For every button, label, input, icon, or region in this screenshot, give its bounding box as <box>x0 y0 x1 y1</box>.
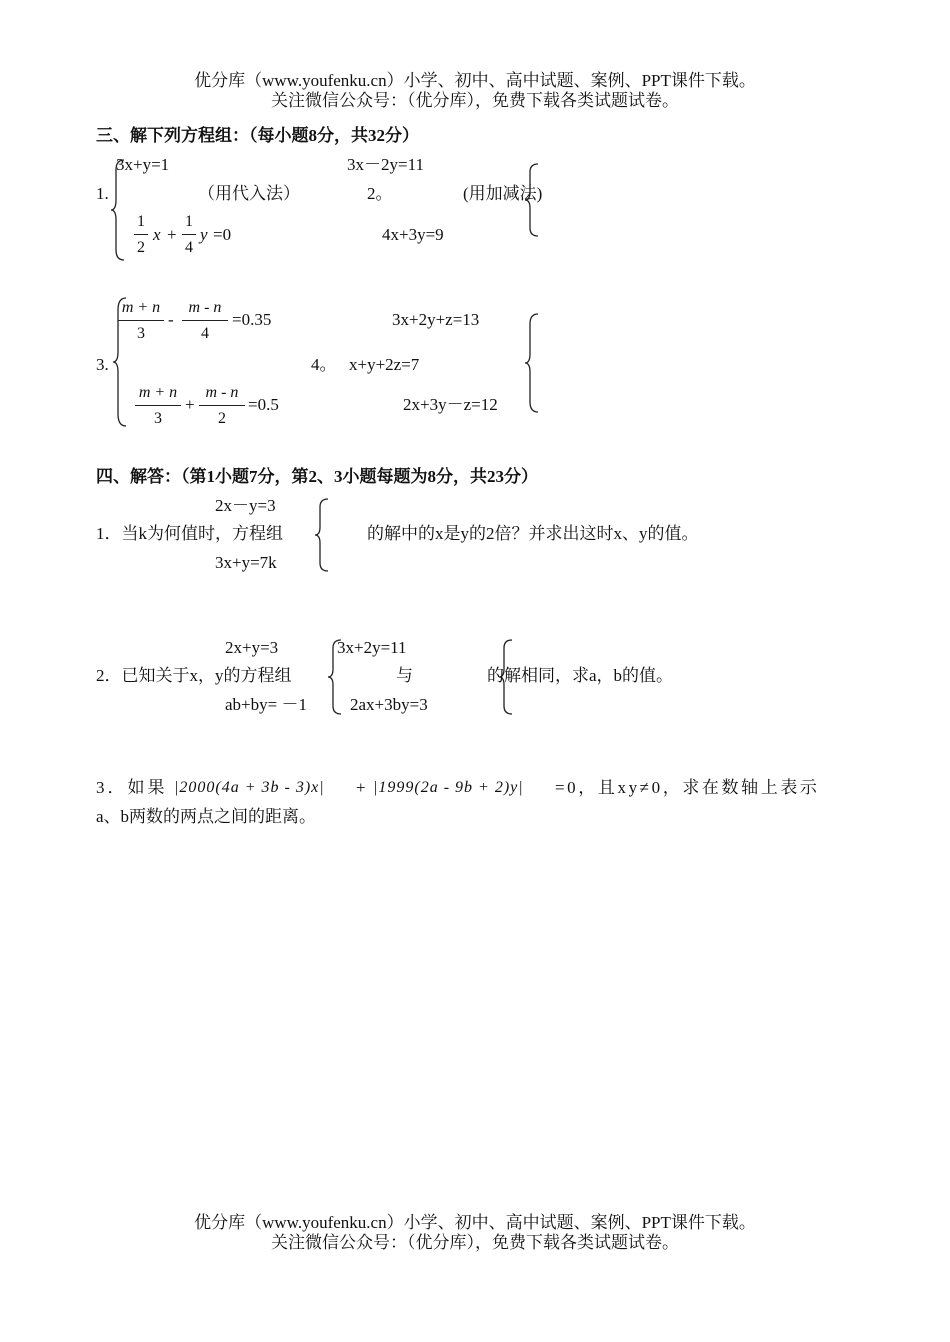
p4-eq2: x+y+2z=7 <box>349 355 420 374</box>
q1-text-after: 的解中的x是y的2倍？并求出这时x、y的值。 <box>367 524 699 543</box>
q1-text-before: 1．当k为何值时，方程组 <box>96 524 283 543</box>
q2-text-before: 2．已知关于x，y的方程组 <box>96 666 292 685</box>
p3-minus-op: - <box>168 310 174 329</box>
p2-eq2: 4x+3y=9 <box>382 225 444 244</box>
p3-frac-2: m - n 4 <box>182 300 228 342</box>
p4-number: 4。 <box>311 355 337 374</box>
p1-y: y <box>200 225 208 244</box>
q2-brace-icon <box>327 638 343 716</box>
p3-frac-3: m + n 3 <box>135 385 181 427</box>
q3-plus: + <box>356 778 366 797</box>
p3-frac-1: m + n 3 <box>118 300 164 342</box>
p2-eq1: 3x－2y=11 <box>347 155 424 174</box>
q2-connector: 与 <box>396 666 413 685</box>
p1-plus: + <box>167 225 177 244</box>
q3-text-before: 3．如果 <box>96 778 168 797</box>
q2-eq3: 3x+2y=11 <box>337 638 407 657</box>
p2-number: 2。 <box>367 184 393 203</box>
header-line-2: 关注微信公众号：（优分库），免费下载各类试题试卷。 <box>271 91 679 110</box>
p3-rhs-1: =0.35 <box>232 310 272 329</box>
p4-eq3: 2x+3y－z=12 <box>403 395 498 414</box>
q3-text-mid: =0，且xy≠0，求在数轴上表示 <box>555 778 820 797</box>
p4-eq1: 3x+2y+z=13 <box>392 310 480 329</box>
q3-abs-term-1: |2000(4a + 3b - 3)x| <box>174 779 325 796</box>
p2-brace-icon <box>524 162 540 238</box>
p1-rhs: =0 <box>213 225 232 244</box>
q1-brace-icon <box>314 497 330 573</box>
header-line-1: 优分库（www.youfenku.cn）小学、初中、高中试题、案例、PPT课件下载。 <box>194 71 756 90</box>
p1-frac-quarter: 1 4 <box>182 214 196 256</box>
section-4-title: 四、解答：（第1小题7分，第2、3小题每题为8分，共23分） <box>96 467 538 486</box>
q2-text-after: 的解相同，求a，b的值。 <box>487 666 674 685</box>
p3-plus-op: + <box>185 395 195 414</box>
p1-eq1: 3x+y=1 <box>116 155 170 174</box>
p3-number: 3. <box>96 355 109 374</box>
p1-brace-icon <box>110 158 126 262</box>
p1-x: x <box>153 225 161 244</box>
p1-method: （用代入法） <box>198 184 300 203</box>
q1-eq2: 3x+y=7k <box>215 553 277 572</box>
q2-eq4: 2ax+3by=3 <box>350 695 428 714</box>
p3-frac-4: m - n 2 <box>199 385 245 427</box>
p1-number: 1. <box>96 184 109 203</box>
q3-abs-term-2: |1999(2a - 9b + 2)y| <box>373 779 524 796</box>
footer-line-2: 关注微信公众号：（优分库），免费下载各类试题试卷。 <box>271 1233 679 1252</box>
q3-line-2: a、b两数的两点之间的距离。 <box>96 807 317 826</box>
p1-frac-half: 1 2 <box>134 214 148 256</box>
section-3-title: 三、解下列方程组：（每小题8分，共32分） <box>96 126 419 145</box>
q2-eq1: 2x+y=3 <box>225 638 279 657</box>
footer-line-1: 优分库（www.youfenku.cn）小学、初中、高中试题、案例、PPT课件下载。 <box>194 1213 756 1232</box>
q2-eq2: ab+by= －1 <box>225 695 307 714</box>
p3-rhs-2: =0.5 <box>248 395 279 414</box>
p4-brace-icon <box>524 312 540 414</box>
p2-method: (用加减法) <box>463 184 543 203</box>
q1-eq1: 2x－y=3 <box>215 496 276 515</box>
